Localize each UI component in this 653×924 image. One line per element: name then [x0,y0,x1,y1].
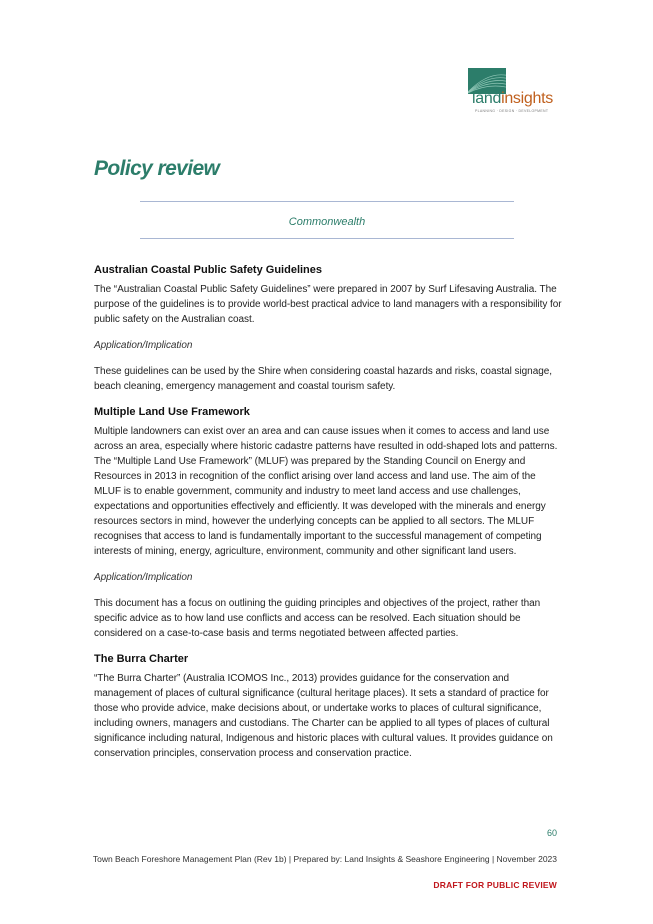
implication-label: Application/Implication [94,572,193,583]
implication-paragraph: This document has a focus on outlining the guiding principles and objectives of the project, rather than specific advice as to how land use conflicts and access can be resolved. Each situation should be considered on a case-to-case basis and terms negotiated between affected parties. [94,598,541,639]
implication-label: Application/Implication [94,340,193,351]
section-rule-top [140,201,514,202]
land-insights-logo [468,68,564,116]
implication-paragraph: These guidelines can be used by the Shire when considering coastal hazards and risks, coastal signage, beach cleaning, emergency management and coastal tourism safety. [94,366,552,392]
document-body [94,263,564,772]
section-heading: Multiple Land Use Framework [94,406,250,418]
logo-tagline: PLANNING · DESIGN · DEVELOPMENT [475,109,549,113]
page-number: 60 [546,828,557,838]
section-paragraph: Multiple landowners can exist over an area and can cause issues when it comes to access and land use across an area, especially where historic cadastre patterns have resulted in odd-shaped lots and patterns. The “Multiple Land Use Framework” (MLUF) was prepared by the Standing Council on Energy and Resources in 2013 in recognition of the conflict arising over land access and land use. The aim of the MLUF is to enable government, community and industry to meet land access and use challenges, expectations and opportunities effectively and efficiently. It was developed with the minerals and energy resources sectors in mind, however the underlying concepts can be applied to all sectors. The MLUF recognises that access to land is fundamentally important to the successful management of competing interests of mining, energy, agriculture, environment, community and other significant land users. [94,426,558,557]
section-label: Commonwealth [288,216,366,228]
section-paragraph: “The Burra Charter” (Australia ICOMOS Inc., 2013) provides guidance for the conservation and management of places of cultural significance (cultural heritage places). It sets a standard of practice for those who provide advice, make decisions about, or undertake works to places of cultural significance, including owners, managers and custodians. The Charter can be applied to all types of places of cultural significance including natural, Indigenous and historic places with cultural values. It provides guidance on conservation principles, conservation process and conservation practice. [94,673,553,759]
page-title: Policy review [94,157,220,180]
section-heading: Australian Coastal Public Safety Guidelines [94,264,323,276]
logo-wordmark: landinsights [472,90,553,107]
section-heading: The Burra Charter [94,653,189,665]
section-paragraph: The “Australian Coastal Public Safety Guidelines” were prepared in 2007 by Surf Lifesaving Australia. The purpose of the guidelines is to provide world-best practical advice to land managers with a responsibility for public safety on the Australian coast. [94,284,562,325]
draft-notice: DRAFT FOR PUBLIC REVIEW [433,880,557,890]
section-rule-bottom [140,238,514,239]
page-footer: Town Beach Foreshore Management Plan (Rev 1b) | Prepared by: Land Insights & Seashore Engineering | November 2023 [92,854,557,864]
